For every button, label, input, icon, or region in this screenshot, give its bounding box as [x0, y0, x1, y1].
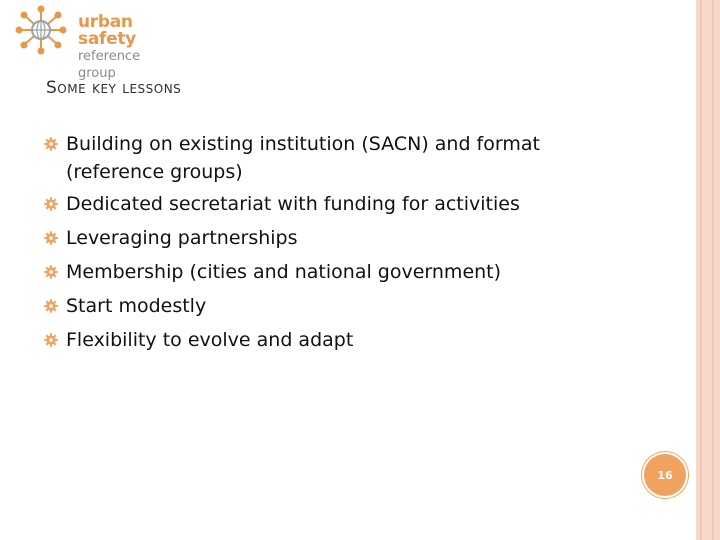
bullet-text: Dedicated secretariat with funding for activities [66, 193, 520, 215]
logo [12, 4, 172, 81]
gear-icon [44, 333, 58, 347]
bullet-text: Leveraging partnerships [66, 227, 298, 249]
bullet-item [44, 190, 604, 218]
bullet-item [44, 258, 604, 286]
bullet-item [44, 326, 604, 354]
logo-emblem-icon [12, 4, 70, 56]
bullet-item [44, 292, 604, 320]
bullet-text: Building on existing institution (SACN) and format (reference groups) [66, 133, 540, 183]
bullet-item [44, 224, 604, 252]
logo-line1: urban safety [78, 12, 136, 49]
decorative-edge-lines [700, 0, 714, 540]
gear-icon [44, 265, 58, 279]
bullet-text: Start modestly [66, 295, 207, 317]
bullet-item [44, 130, 604, 186]
bullet-list [44, 130, 604, 360]
bullet-text: Flexibility to evolve and adapt [66, 329, 354, 351]
logo-line2: reference group [78, 49, 141, 81]
gear-icon [44, 231, 58, 245]
logo-text [78, 14, 172, 82]
slide-title: Some key lessons [46, 78, 182, 98]
bullet-text: Membership (cities and national government) [66, 261, 502, 283]
gear-icon [44, 197, 58, 211]
gear-icon [44, 299, 58, 313]
gear-icon [44, 137, 58, 151]
page-number-badge: 16 [642, 452, 688, 498]
